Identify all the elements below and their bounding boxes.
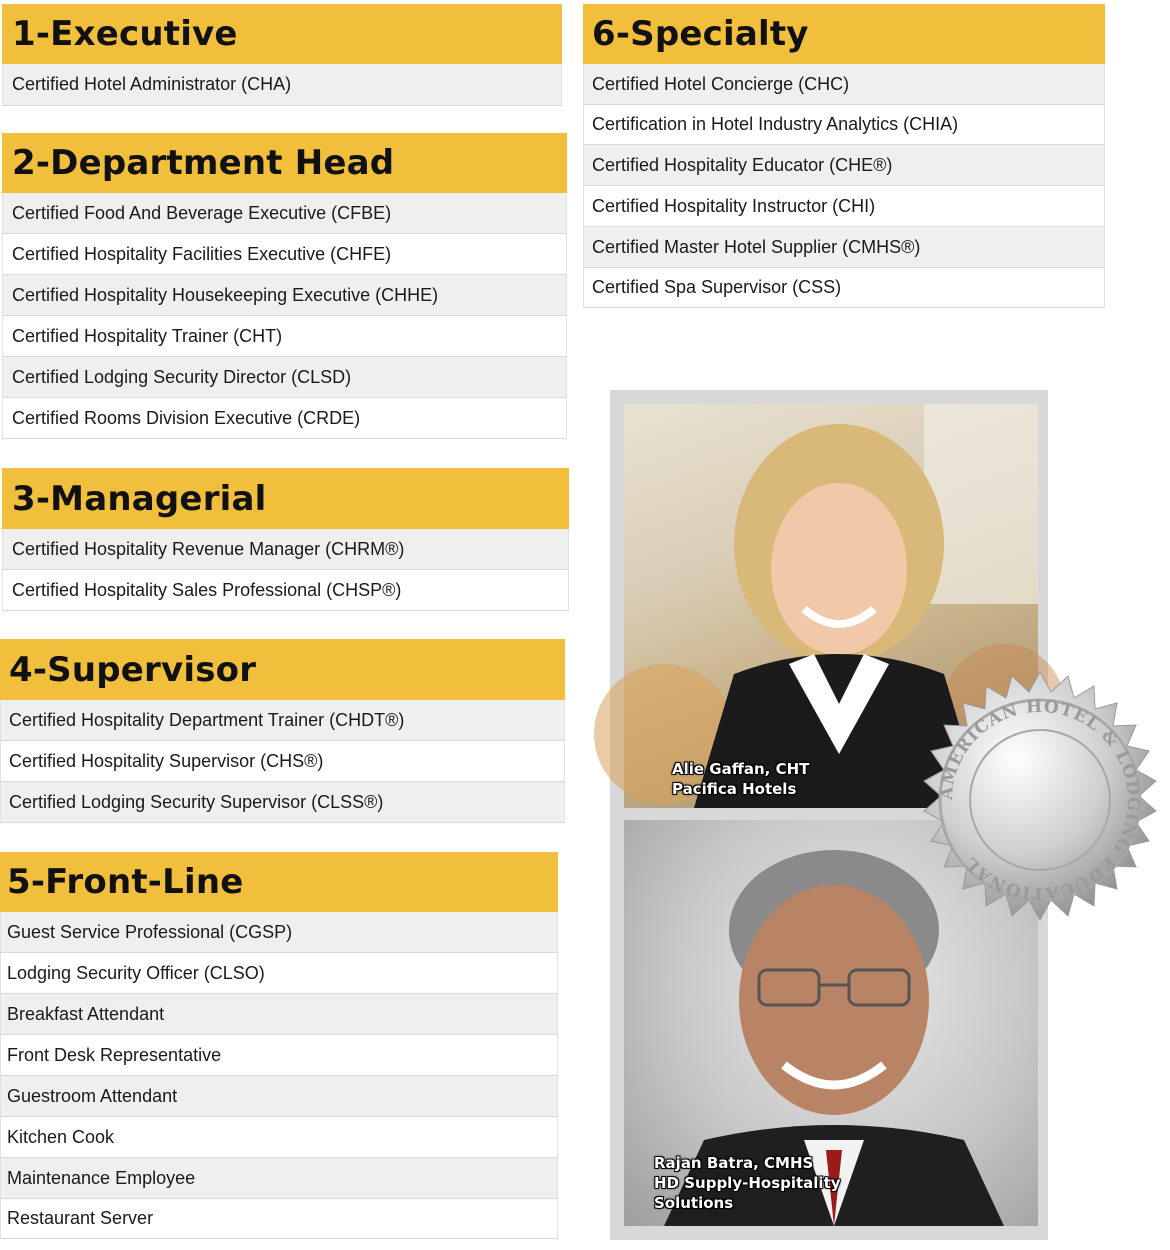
list-item: Certified Hospitality Department Trainer (CHDT®)	[0, 700, 565, 741]
caption-company: Pacifica Hotels	[672, 780, 797, 798]
list-item: Guestroom Attendant	[0, 1076, 558, 1117]
list-item: Certified Lodging Security Supervisor (CLSS®)	[0, 782, 565, 823]
list-item: Certified Hotel Concierge (CHC)	[583, 64, 1105, 105]
list-item: Lodging Security Officer (CLSO)	[0, 953, 558, 994]
list-item: Certified Rooms Division Executive (CRDE)	[2, 398, 567, 439]
caption-photo2	[654, 1153, 841, 1213]
caption-company: HD Supply-Hospitality	[654, 1174, 841, 1192]
group-managerial	[2, 468, 569, 611]
list-item: Maintenance Employee	[0, 1158, 558, 1199]
list-item: Breakfast Attendant	[0, 994, 558, 1035]
list-item: Kitchen Cook	[0, 1117, 558, 1158]
list-item: Certified Hospitality Supervisor (CHS®)	[0, 741, 565, 782]
group-department-head	[2, 133, 567, 439]
list-item: Certified Hospitality Revenue Manager (CHRM®)	[2, 529, 569, 570]
list-item: Certified Hotel Administrator (CHA)	[2, 64, 562, 106]
list-item: Certified Lodging Security Director (CLSD)	[2, 357, 567, 398]
list-item: Guest Service Professional (CGSP)	[0, 912, 558, 953]
group-header: 3-Managerial	[2, 468, 569, 529]
list-item: Certified Hospitality Trainer (CHT)	[2, 316, 567, 357]
caption-company-cont: Solutions	[654, 1194, 734, 1212]
group-header: 6-Specialty	[583, 4, 1105, 64]
caption-name: Rajan Batra, CMHS	[654, 1154, 814, 1172]
group-executive	[2, 4, 562, 106]
svg-text:AMERICAN HOTEL & LODGING EDUCA: AMERICAN HOTEL & LODGING EDUCATIONAL	[936, 696, 1144, 904]
list-item: Certified Hospitality Housekeeping Executive (CHHE)	[2, 275, 567, 316]
caption-name: Alie Gaffan, CHT	[672, 760, 810, 778]
list-item: Certified Hospitality Instructor (CHI)	[583, 186, 1105, 227]
list-item: Certified Hospitality Educator (CHE®)	[583, 145, 1105, 186]
list-item: Front Desk Representative	[0, 1035, 558, 1076]
ahla-seal-icon	[910, 670, 1170, 930]
group-header: 5-Front-Line	[0, 852, 558, 912]
group-header: 2-Department Head	[2, 133, 567, 193]
group-specialty	[583, 4, 1105, 308]
list-item: Certified Food And Beverage Executive (CFBE)	[2, 193, 567, 234]
caption-photo1	[672, 759, 809, 799]
group-front-line	[0, 852, 558, 1239]
list-item: Certified Hospitality Sales Professional (CHSP®)	[2, 570, 569, 611]
testimonial-photo-panel	[610, 390, 1144, 1240]
list-item: Restaurant Server	[0, 1199, 558, 1239]
list-item: Certified Hospitality Facilities Executive (CHFE)	[2, 234, 567, 275]
list-item: Certification in Hotel Industry Analytics (CHIA)	[583, 105, 1105, 145]
list-item: Certified Master Hotel Supplier (CMHS®)	[583, 227, 1105, 268]
group-header: 1-Executive	[2, 4, 562, 64]
list-item: Certified Spa Supervisor (CSS)	[583, 268, 1105, 308]
group-header: 4-Supervisor	[0, 639, 565, 700]
group-supervisor	[0, 639, 565, 823]
